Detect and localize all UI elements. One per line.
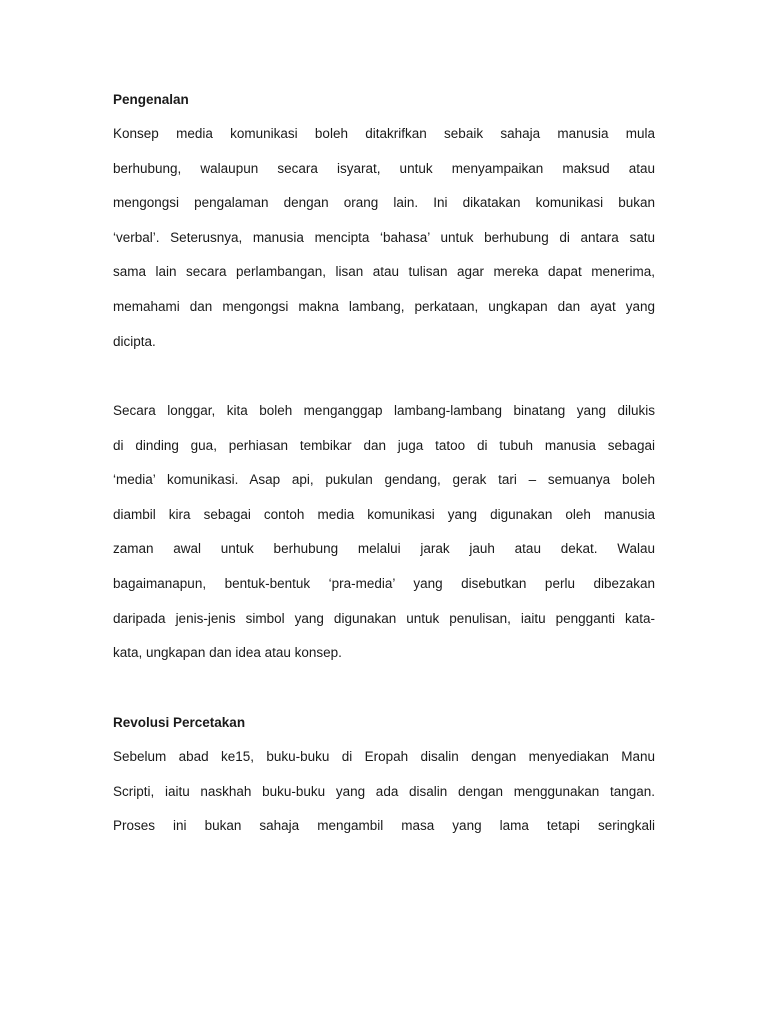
paragraph-line: ‘media’ komunikasi. Asap api, pukulan gendang, gerak tari – semuanya boleh	[113, 472, 655, 488]
paragraph-line: ‘verbal’. Seterusnya, manusia mencipta ‘bahasa’ untuk berhubung di antara satu	[113, 229, 655, 245]
paragraph-2	[113, 401, 655, 678]
paragraph-line: daripada jenis-jenis simbol yang digunakan untuk penulisan, iaitu pengganti kata-	[113, 610, 655, 626]
section-heading-pengenalan: Pengenalan	[113, 92, 189, 107]
section-heading-revolusi-percetakan: Revolusi Percetakan	[113, 715, 246, 730]
paragraph-line: sama lain secara perlambangan, lisan atau tulisan agar mereka dapat menerima,	[113, 264, 655, 280]
paragraph-line: dicipta.	[113, 333, 156, 349]
paragraph-1	[113, 124, 655, 366]
paragraph-line: Proses ini bukan sahaja mengambil masa yang lama tetapi seringkali	[113, 818, 655, 834]
paragraph-line: Secara longgar, kita boleh menganggap lambang-lambang binatang yang dilukis	[113, 403, 655, 418]
paragraph-line: diambil kira sebagai contoh media komunikasi yang digunakan oleh manusia	[113, 506, 655, 522]
paragraph-line: mengongsi pengalaman dengan orang lain. Ini dikatakan komunikasi bukan	[113, 195, 655, 211]
paragraph-line: zaman awal untuk berhubung melalui jarak jauh atau dekat. Walau	[113, 541, 655, 557]
paragraph-line: memahami dan mengongsi makna lambang, perkataan, ungkapan dan ayat yang	[113, 298, 655, 314]
paragraph-line: di dinding gua, perhiasan tembikar dan juga tatoo di tubuh manusia sebagai	[113, 437, 655, 453]
paragraph-line: berhubung, walaupun secara isyarat, untuk menyampaikan maksud atau	[113, 160, 655, 176]
paragraph-line: Sebelum abad ke15, buku-buku di Eropah disalin dengan menyediakan Manu	[113, 749, 655, 764]
paragraph-line: bagaimanapun, bentuk-bentuk ‘pra-media’ yang disebutkan perlu dibezakan	[113, 575, 655, 591]
paragraph-3	[113, 747, 655, 851]
paragraph-line: kata, ungkapan dan idea atau konsep.	[113, 645, 342, 661]
paragraph-line: Scripti, iaitu naskhah buku-buku yang ada disalin dengan menggunakan tangan.	[113, 783, 655, 799]
paragraph-line: Konsep media komunikasi boleh ditakrifkan sebaik sahaja manusia mula	[113, 126, 655, 141]
